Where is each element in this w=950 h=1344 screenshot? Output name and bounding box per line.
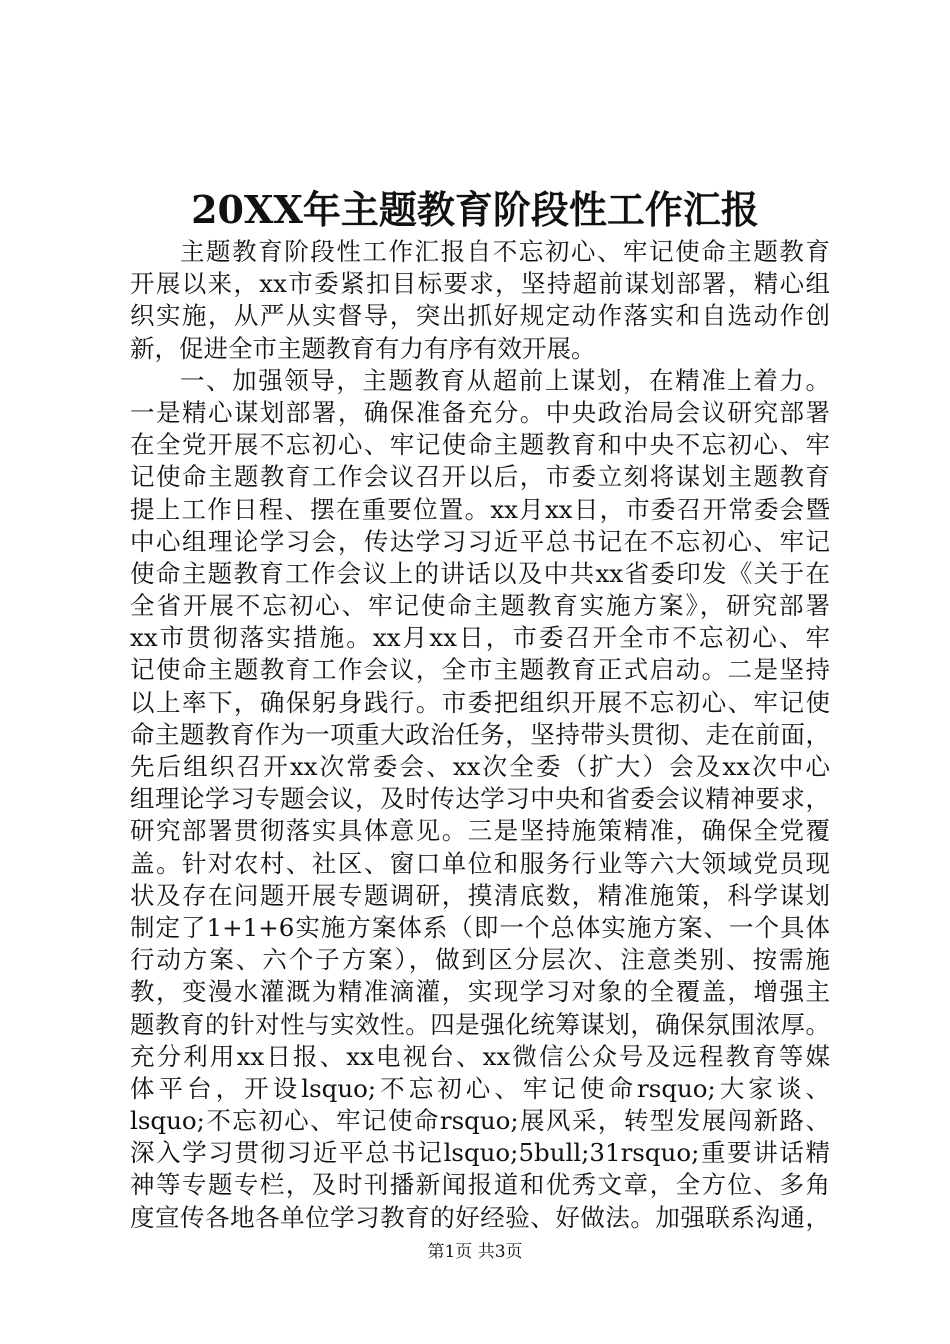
body-line: 度宣传各地各单位学习教育的好经验、好做法。加强联系沟通，	[130, 1202, 830, 1232]
body-line: 织实施，从严从实督导，突出抓好规定动作落实和自选动作创	[130, 301, 830, 331]
body-line: 充分利用xx日报、xx电视台、xx微信公众号及远程教育等媒	[130, 1041, 830, 1071]
body-line: 研究部署贯彻落实具体意见。三是坚持施策精准，确保全党覆	[130, 816, 830, 846]
body-line: 记使命主题教育工作会议召开以后，市委立刻将谋划主题教育	[130, 462, 830, 492]
body-line: 开展以来，xx市委紧扣目标要求，坚持超前谋划部署，精心组	[130, 269, 830, 299]
body-line: 神等专题专栏，及时刊播新闻报道和优秀文章，全方位、多角	[130, 1170, 830, 1200]
body-line: 体平台，开设lsquo;不忘初心、牢记使命rsquo;大家谈、	[130, 1073, 830, 1103]
body-line: 题教育的针对性与实效性。四是强化统筹谋划，确保氛围浓厚。	[130, 1009, 830, 1039]
body-line: 提上工作日程、摆在重要位置。xx月xx日，市委召开常委会暨	[130, 494, 830, 524]
body-line: 状及存在问题开展专题调研，摸清底数，精准施策，科学谋划	[130, 880, 830, 910]
body-line: 以上率下，确保躬身践行。市委把组织开展不忘初心、牢记使	[130, 687, 830, 717]
body-line: 盖。针对农村、社区、窗口单位和服务行业等六大领域党员现	[130, 848, 830, 878]
body-line: 主题教育阶段性工作汇报自不忘初心、牢记使命主题教育	[180, 237, 830, 266]
body-line: 组理论学习专题会议，及时传达学习中央和省委会议精神要求，	[130, 784, 830, 814]
body-line: 中心组理论学习会，传达学习习近平总书记在不忘初心、牢记	[130, 526, 830, 556]
body-line: 深入学习贯彻习近平总书记lsquo;5bull;31rsquo;重要讲话精	[130, 1138, 830, 1168]
body-line: 制定了1+1+6实施方案体系（即一个总体实施方案、一个具体	[130, 912, 830, 942]
body-line: lsquo;不忘初心、牢记使命rsquo;展风采，转型发展闯新路、	[130, 1106, 830, 1136]
body-line: 使命主题教育工作会议上的讲话以及中共xx省委印发《关于在	[130, 558, 830, 588]
body-line: 命主题教育作为一项重大政治任务，坚持带头贯彻、走在前面，	[130, 719, 830, 749]
body-line: 教，变漫水灌溉为精准滴灌，实现学习对象的全覆盖，增强主	[130, 977, 830, 1007]
body-line: 全省开展不忘初心、牢记使命主题教育实施方案》，研究部署	[130, 591, 830, 621]
body-line: 行动方案、六个子方案），做到区分层次、注意类别、按需施	[130, 945, 830, 975]
body-line: 新，促进全市主题教育有力有序有效开展。	[130, 333, 596, 363]
document-title: 20XX年主题教育阶段性工作汇报	[191, 187, 759, 232]
body-line: 一是精心谋划部署，确保准备充分。中央政治局会议研究部署	[130, 397, 830, 427]
body-line: 一、加强领导，主题教育从超前上谋划，在精准上着力。	[180, 365, 830, 395]
body-line: 记使命主题教育工作会议，全市主题教育正式启动。二是坚持	[130, 655, 830, 685]
document-body	[130, 236, 830, 1234]
body-line: 在全党开展不忘初心、牢记使命主题教育和中央不忘初心、牢	[130, 430, 830, 460]
page-indicator: 第1页 共3页	[427, 1242, 523, 1262]
body-line: xx市贯彻落实措施。xx月xx日，市委召开全市不忘初心、牢	[130, 623, 830, 653]
body-line: 先后组织召开xx次常委会、xx次全委（扩大）会及xx次中心	[130, 752, 830, 781]
page-footer	[0, 1241, 950, 1263]
